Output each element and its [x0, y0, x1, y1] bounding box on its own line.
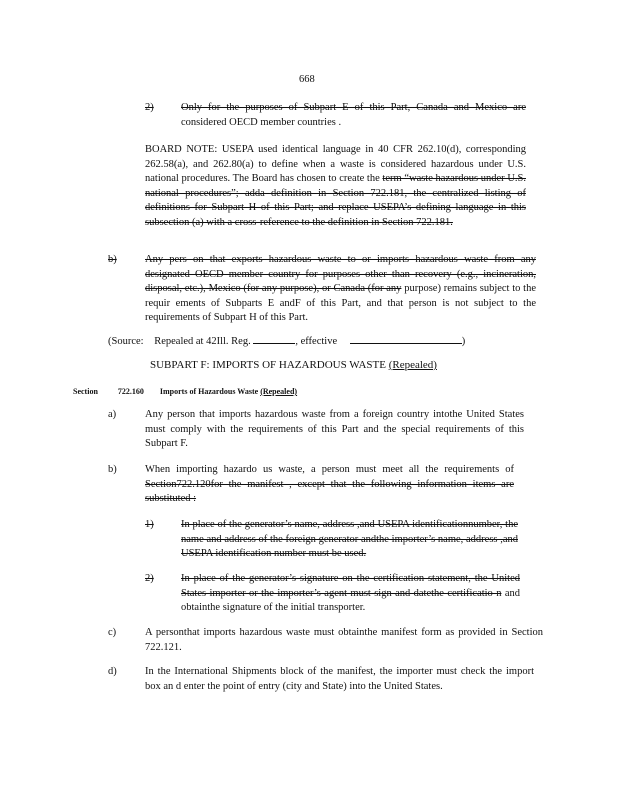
b-item-rest: purpose) remains subject to the requir ements of Subparts E andF of this Part, and that person is not subject to the requirements of Subpart H of this Part.	[145, 283, 537, 323]
item-c-marker: c)	[108, 627, 117, 638]
source-close: )	[461, 336, 466, 347]
page-number: 668	[299, 74, 315, 85]
source-blank-2	[350, 333, 462, 344]
board-note-struck: term “waste hazardous under U.S. national procedures”; adda definition in Section 722.181, the centralized listing of definitions for Subpart H of this Part; and replace USEPA’s defining language in this subsection (a) with a cross-reference to the definition in Section 722.181.	[145, 173, 526, 228]
board-note	[145, 143, 526, 230]
b-item-struck: Any pers on that exports hazardous waste to or imports hazardous waste from any designated OECD member country for purposes other than recovery (e.g., incineration, disposal, etc.), Mexico (for any purpose), or Canada (for any	[145, 254, 536, 294]
section-heading	[73, 385, 322, 400]
b-marker: b)	[108, 254, 117, 265]
subitem-2-struck: In place of the generator’s signature on the certification statement, the United States importer or the importer’s agent must sign and datethe certificatio n	[181, 573, 520, 599]
section-repealed: (Repealed)	[260, 387, 298, 396]
board-note-text: BOARD NOTE: USEPA used identical language in 40 CFR 262.10(d), corresponding 262.58(a), and 262.80(a) to define when a waste is considered hazardous under U.S. national procedures. The Board has chosen to create the	[145, 144, 526, 184]
subitem-1: In place of the generator’s name, address ,and USEPA identificationnumber, the name and address of the foreign generator andthe importer’s name, address ,and USEPA identification number must be used.	[181, 519, 518, 559]
section-number: 722.160	[117, 387, 144, 396]
list-marker-2: 2)	[145, 102, 154, 113]
item-b	[145, 463, 514, 507]
item-d: In the International Shipments block of the manifest, the importer must check the import box an d enter the point of entry (city and State) into the United States.	[145, 666, 534, 692]
source-text-1: Repealed at 42Ill. Reg.	[154, 336, 251, 347]
list-item-2	[181, 101, 526, 130]
subitem-2	[181, 572, 520, 616]
source-label: (Source:	[108, 336, 144, 347]
subitem-2-marker: 2)	[145, 573, 154, 584]
b-item	[145, 253, 536, 326]
subitem-1-marker: 1)	[145, 519, 154, 530]
item-c: A personthat imports hazardous waste must obtainthe manifest form as provided in Section 722.121.	[145, 627, 543, 653]
section-title: Imports of Hazardous Waste	[159, 387, 259, 396]
list-item-2-rest: considered OECD member countries .	[181, 116, 342, 128]
subitem-2-rest: and obtainthe signature of the initial transporter.	[181, 587, 521, 613]
source-blank-1	[253, 333, 295, 344]
subpart-heading-repealed: (Repealed)	[388, 359, 437, 371]
source-line	[108, 333, 465, 350]
list-item-2-struck: Only for the purposes of Subpart E of this Part, Canada and Mexico are	[181, 102, 526, 113]
subpart-heading-main: SUBPART F: IMPORTS OF HAZARDOUS WASTE	[150, 359, 386, 371]
item-a: Any person that imports hazardous waste from a foreign country intothe United States must comply with the requirements of this Part and the special requirements of this Subpart F.	[145, 409, 524, 449]
item-b-marker: b)	[108, 464, 117, 475]
item-a-marker: a)	[108, 409, 117, 420]
item-d-marker: d)	[108, 666, 117, 677]
section-label: Section	[73, 387, 98, 396]
subpart-heading	[150, 358, 437, 373]
item-b-text: When importing hazardo us waste, a person must meet all the requirements of	[145, 464, 514, 475]
source-text-2: , effective	[295, 336, 338, 347]
item-b-struck: Section722.120for the manifest , except that the following information items are substituted :	[145, 478, 514, 504]
